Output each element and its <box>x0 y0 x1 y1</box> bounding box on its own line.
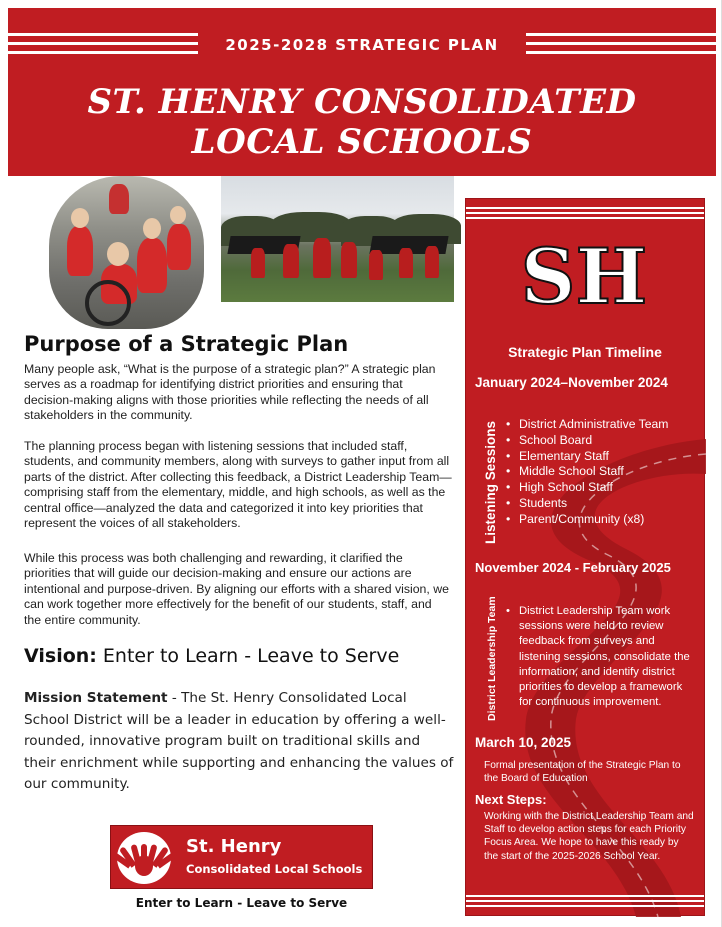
list-item: • Elementary Staff <box>506 449 701 465</box>
header-banner <box>8 8 716 176</box>
timeline-title: Strategic Plan Timeline <box>508 344 662 360</box>
next-steps-label: Next Steps: <box>475 792 547 807</box>
sidebar-stripes-top <box>466 207 704 219</box>
students-walking-photo <box>49 176 204 329</box>
mission-label: Mission Statement <box>24 690 168 706</box>
footer-tagline: Enter to Learn - Leave to Serve <box>135 896 348 910</box>
vision-label: Vision: <box>24 645 97 667</box>
purpose-paragraph-1: Many people ask, “What is the purpose of a strategic plan?” A strategic plan serves as a roadmap for identifying district priorities and ensuring that decision-making aligns with those priorities while reflecting the needs of all stakeholders in the community. <box>24 362 436 423</box>
mission-statement <box>24 688 454 796</box>
list-item: • Students <box>506 496 701 512</box>
list-item: • Middle School Staff <box>506 464 701 480</box>
period3-dates: March 10, 2025 <box>475 735 572 750</box>
period1-list <box>506 417 701 528</box>
logo-name: St. Henry <box>186 836 282 857</box>
purpose-heading: Purpose of a Strategic Plan <box>24 332 349 356</box>
district-title-line1: ST. HENRY CONSOLIDATED <box>87 82 637 122</box>
period1-label: Listening Sessions <box>483 420 498 544</box>
period2-label: District Leadership Team <box>486 596 498 721</box>
plan-title: 2025-2028 STRATEGIC PLAN <box>225 36 499 54</box>
football-team-photo <box>221 176 454 302</box>
list-item: • School Board <box>506 433 701 449</box>
purpose-paragraph-2: The planning process began with listening sessions that included staff, students, and community members, along with surveys to gather input from all parts of the district. After collecting this feedback, a District Leadership Team—comprising staff from the elementary, middle, and high schools, as well as the central office—analyzed the data and categorized it into key priorities that represent the voices of all stakeholders. <box>24 439 452 531</box>
list-item: • District Administrative Team <box>506 417 701 433</box>
timeline-sidebar <box>465 198 705 916</box>
district-title <box>8 82 716 162</box>
chieftain-headdress-icon <box>117 832 171 884</box>
purpose-paragraph-3: While this process was both challenging and rewarding, it clarified the priorities that will guide our decision-making and ensure our actions are intentional and purpose-driven. By aligning our efforts with a shared vision, we can work together more effectively for the benefit of our students, staff, and the entire community. <box>24 551 449 627</box>
period2-list <box>506 604 691 710</box>
period3-text: Formal presentation of the Strategic Plan to the Board of Education <box>484 760 681 784</box>
period1-dates: January 2024–November 2024 <box>475 375 668 390</box>
sh-monogram-logo <box>520 232 648 339</box>
vision-text: Enter to Learn - Leave to Serve <box>96 645 400 667</box>
list-item: • District Leadership Team work sessions were held to review feedback from surveys and listening sessions, consolidate the information, and identify district priorities to develop a framework for continuous improvement. <box>506 604 691 710</box>
district-logo <box>110 825 373 889</box>
next-steps-text: Working with the District Leadership Team and Staff to develop action steps for each Priority Focus Area. We hope to have this ready by the start of the 2025-2026 School Year. <box>484 811 694 862</box>
vision-statement <box>24 645 399 667</box>
list-item: • Parent/Community (x8) <box>506 512 701 528</box>
sidebar-stripes-bottom <box>466 895 704 907</box>
district-title-line2: LOCAL SCHOOLS <box>191 122 533 162</box>
logo-subtitle: Consolidated Local Schools <box>186 862 363 876</box>
period2-dates: November 2024 - February 2025 <box>475 560 671 575</box>
list-item: • High School Staff <box>506 480 701 496</box>
sh-monogram: SH <box>520 232 648 321</box>
mission-text: - The St. Henry Consolidated Local School District will be a leader in education by offering a well-rounded, innovative program built on traditional skills and their enrichment while supporting and enhancing the values of our community. <box>24 690 454 792</box>
